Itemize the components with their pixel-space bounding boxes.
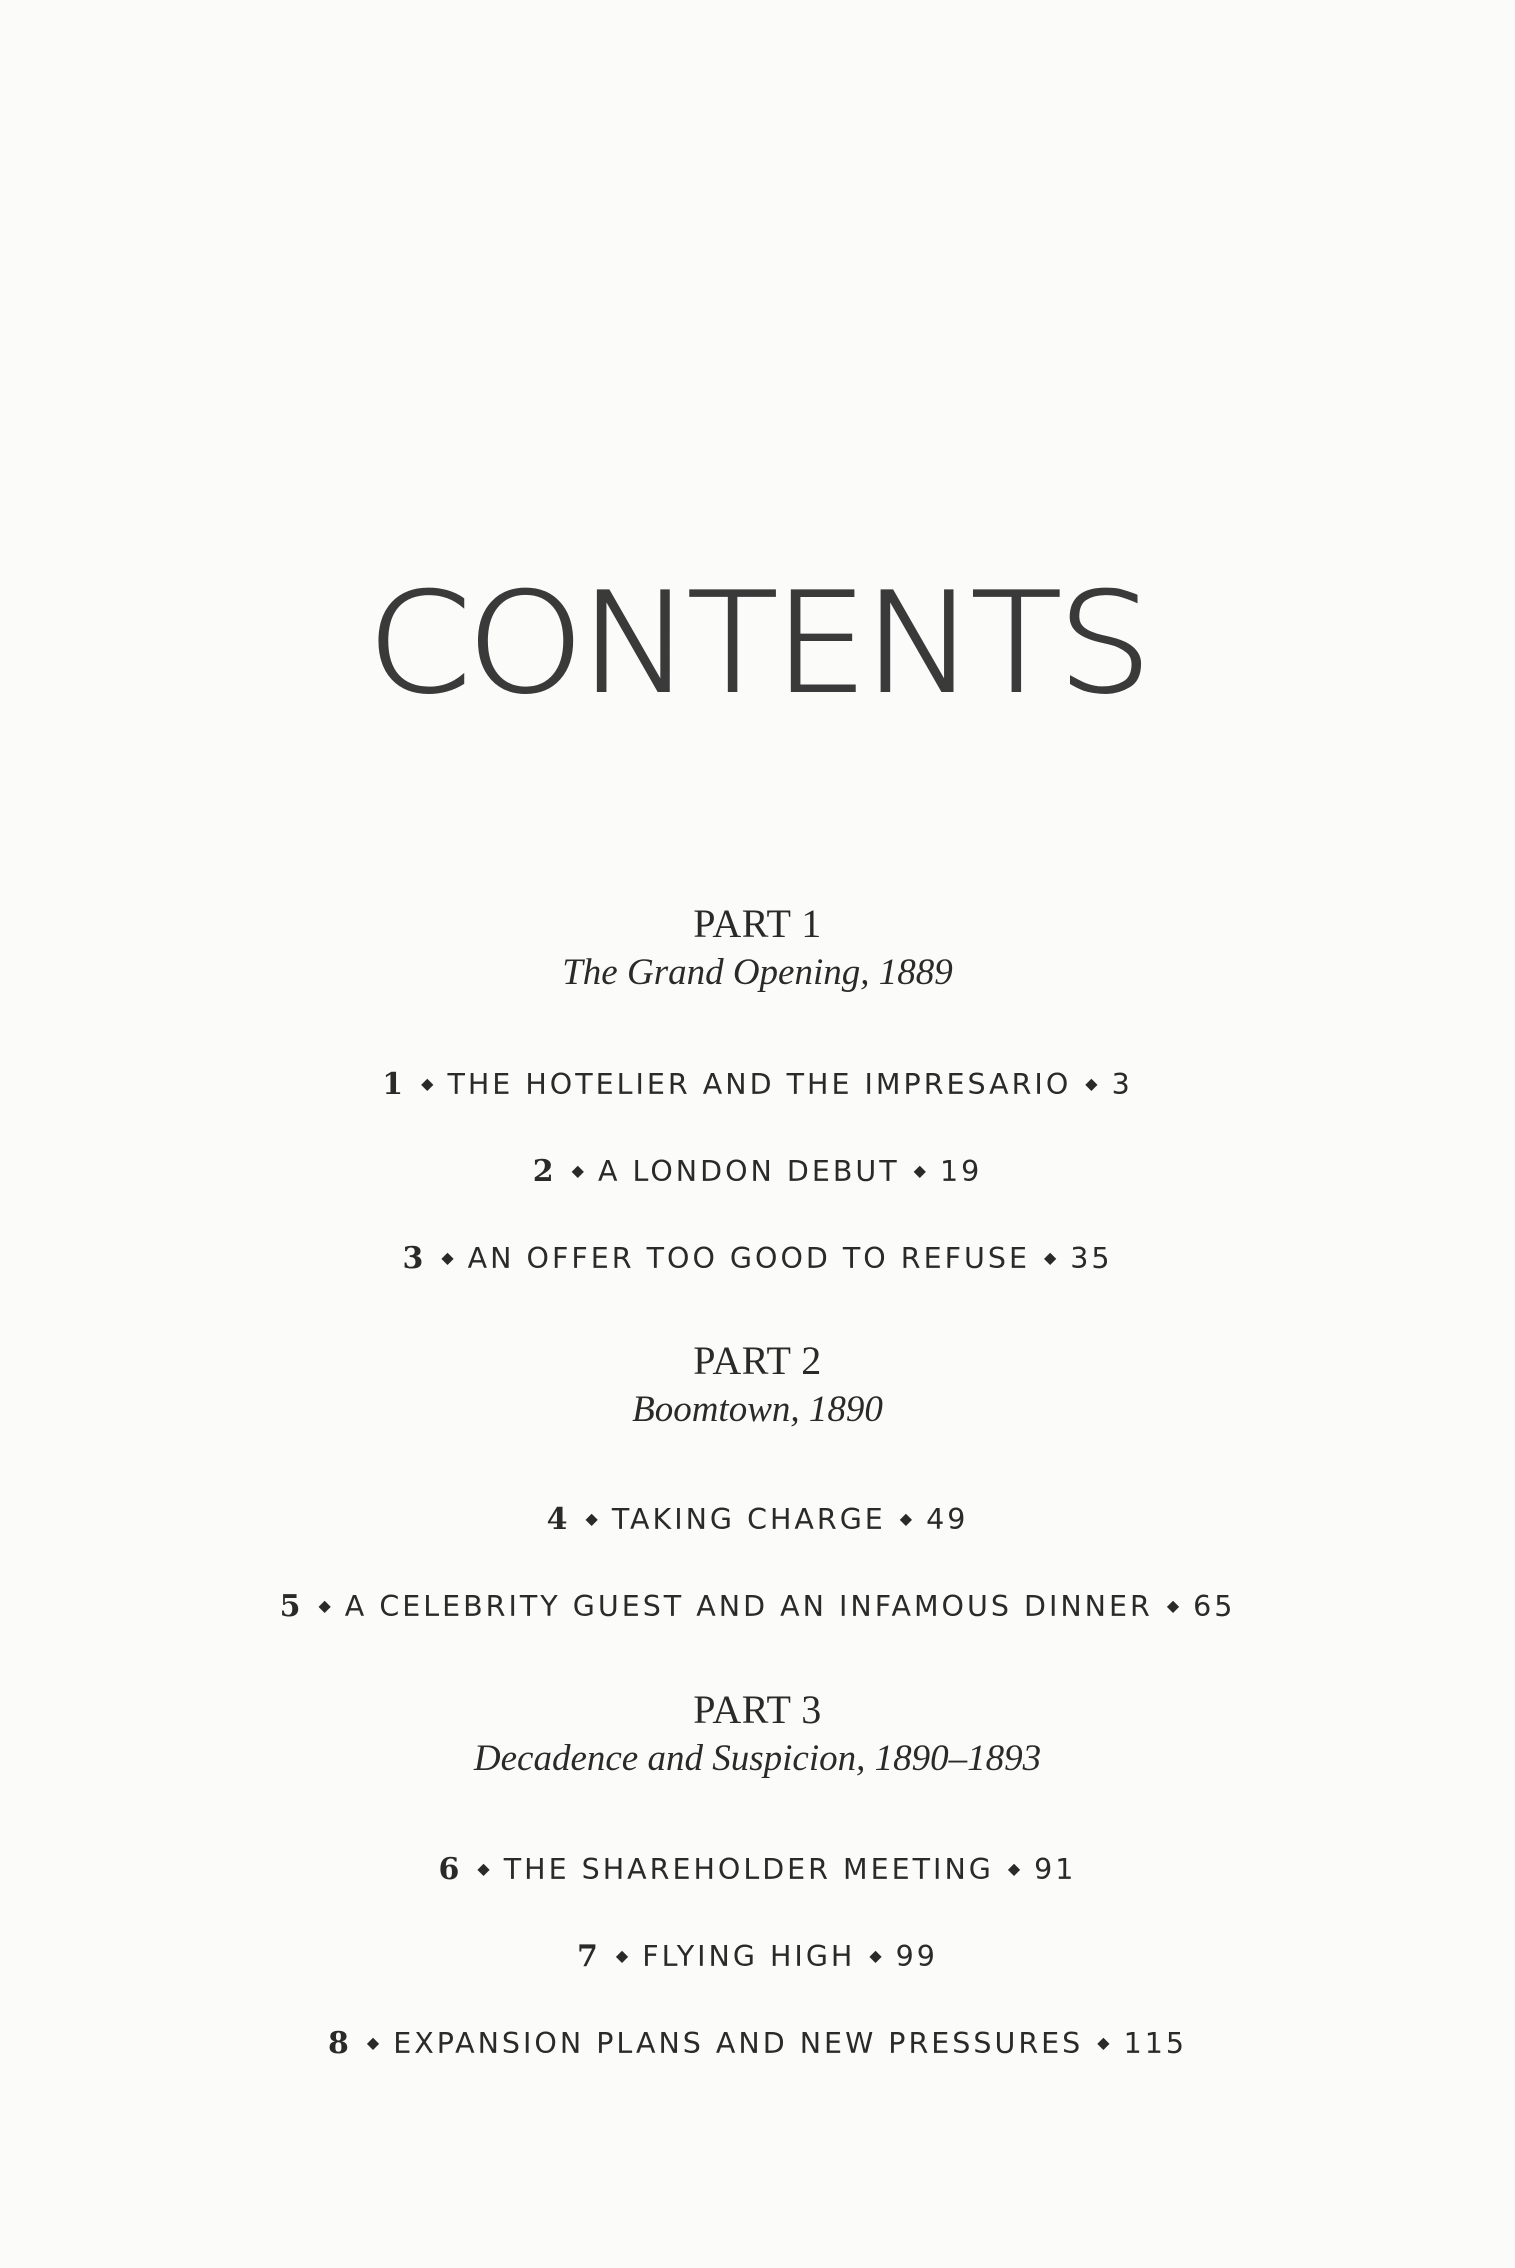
toc-entry-4[interactable] bbox=[0, 1502, 1515, 1537]
part-subtitle: The Grand Opening, 1889 bbox=[562, 952, 953, 993]
diamond-separator-icon: ◆ bbox=[869, 1945, 882, 1965]
chapter-title: A LONDON DEBUT bbox=[597, 1155, 900, 1188]
contents-title-text: CONTENTS bbox=[367, 563, 1148, 724]
chapter-number: 3 bbox=[402, 1241, 424, 1276]
contents-title bbox=[0, 563, 1515, 724]
part-1-heading bbox=[0, 900, 1515, 998]
diamond-separator-icon: ◆ bbox=[318, 1595, 331, 1615]
part-label: PART 1 bbox=[693, 901, 822, 946]
chapter-page: 65 bbox=[1193, 1590, 1236, 1623]
chapter-number: 4 bbox=[546, 1502, 568, 1537]
toc-entry-2[interactable] bbox=[0, 1154, 1515, 1189]
part-label: PART 2 bbox=[693, 1338, 822, 1383]
chapter-page: 3 bbox=[1111, 1068, 1133, 1101]
diamond-separator-icon: ◆ bbox=[1085, 1073, 1098, 1093]
toc-entry-5[interactable] bbox=[0, 1589, 1515, 1624]
diamond-separator-icon: ◆ bbox=[441, 1247, 454, 1267]
diamond-separator-icon: ◆ bbox=[615, 1945, 629, 1965]
diamond-separator-icon: ◆ bbox=[585, 1508, 598, 1528]
part-label: PART 3 bbox=[693, 1687, 822, 1732]
toc-entry-6[interactable] bbox=[0, 1852, 1515, 1887]
diamond-separator-icon: ◆ bbox=[366, 2032, 380, 2052]
toc-entry-3[interactable] bbox=[0, 1241, 1515, 1276]
chapter-number: 2 bbox=[532, 1154, 554, 1189]
toc-entry-8[interactable] bbox=[0, 2026, 1515, 2061]
chapter-page: 99 bbox=[895, 1940, 938, 1973]
chapter-number: 8 bbox=[328, 2026, 349, 2061]
diamond-separator-icon: ◆ bbox=[899, 1508, 913, 1528]
chapter-title: AN OFFER TOO GOOD TO REFUSE bbox=[467, 1242, 1030, 1275]
chapter-page: 91 bbox=[1034, 1853, 1077, 1886]
part-2-heading bbox=[0, 1337, 1515, 1435]
chapter-number: 6 bbox=[438, 1852, 460, 1887]
chapter-page: 115 bbox=[1123, 2027, 1187, 2060]
chapter-number: 7 bbox=[577, 1939, 598, 1974]
diamond-separator-icon: ◆ bbox=[571, 1160, 584, 1180]
part-subtitle: Boomtown, 1890 bbox=[632, 1389, 883, 1430]
chapter-title: THE SHAREHOLDER MEETING bbox=[503, 1853, 994, 1886]
part-3-heading bbox=[0, 1686, 1515, 1784]
diamond-separator-icon: ◆ bbox=[913, 1160, 926, 1180]
chapter-title: THE HOTELIER AND THE IMPRESARIO bbox=[447, 1068, 1072, 1101]
chapter-page: 35 bbox=[1070, 1242, 1113, 1275]
diamond-separator-icon: ◆ bbox=[1166, 1595, 1180, 1615]
diamond-separator-icon: ◆ bbox=[1043, 1247, 1057, 1267]
chapter-title: A CELEBRITY GUEST AND AN INFAMOUS DINNER bbox=[344, 1590, 1153, 1623]
diamond-separator-icon: ◆ bbox=[477, 1858, 490, 1878]
chapter-number: 5 bbox=[279, 1589, 301, 1624]
diamond-separator-icon: ◆ bbox=[1007, 1858, 1021, 1878]
diamond-separator-icon: ◆ bbox=[421, 1073, 434, 1093]
part-subtitle: Decadence and Suspicion, 1890–1893 bbox=[473, 1738, 1042, 1779]
chapter-page: 19 bbox=[939, 1155, 983, 1188]
chapter-page: 49 bbox=[926, 1503, 969, 1536]
chapter-title: EXPANSION PLANS AND NEW PRESSURES bbox=[393, 2027, 1084, 2060]
toc-entry-7[interactable] bbox=[0, 1939, 1515, 1974]
chapter-number: 1 bbox=[382, 1067, 404, 1102]
diamond-separator-icon: ◆ bbox=[1097, 2032, 1110, 2052]
chapter-title: TAKING CHARGE bbox=[611, 1503, 886, 1536]
chapter-title: FLYING HIGH bbox=[642, 1940, 856, 1973]
toc-entry-1[interactable] bbox=[0, 1067, 1515, 1102]
